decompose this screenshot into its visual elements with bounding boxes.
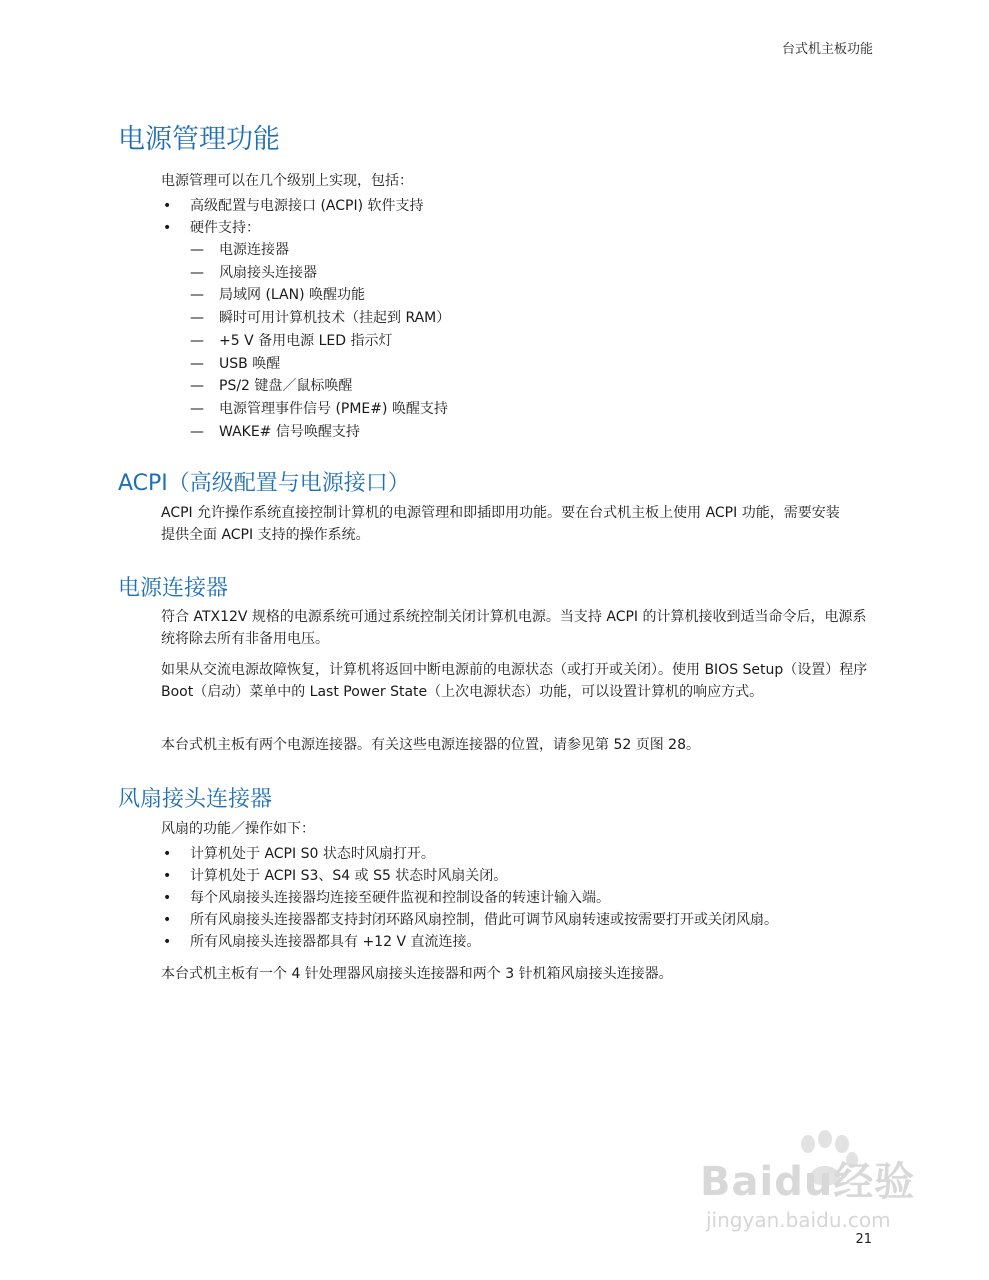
- watermark-url: jingyan.baidu.com: [706, 1208, 891, 1232]
- sublist-item: — PS/2 键盘／鼠标唤醒: [190, 375, 873, 398]
- sublist-item: — +5 V 备用电源 LED 指示灯: [190, 330, 873, 353]
- sublist-item: — 瞬时可用计算机技术（挂起到 RAM）: [190, 307, 873, 330]
- power-connector-paragraph-2: 如果从交流电源故障恢复，计算机将返回中断电源前的电源状态（或打开或关闭）。使用 BIOS Setup（设置）程序 Boot（启动）菜单中的 Last Power State（上次电源状态）功能，可以设置计算机的响应方式。: [161, 662, 868, 700]
- watermark-brand: Baidu经验: [700, 1159, 916, 1205]
- sublist-item: — 电源连接器: [190, 239, 873, 262]
- fan-function-list: [161, 843, 873, 953]
- section-title-fan-connectors: 风扇接头连接器: [118, 787, 273, 812]
- list-item: [161, 195, 873, 217]
- section-title-acpi: ACPI（高级配置与电源接口）: [118, 471, 410, 496]
- power-connector-paragraph-3: 本台式机主板有两个电源连接器。有关这些电源连接器的位置，请参见第 52 页图 28。: [161, 737, 700, 753]
- sublist-item: — 风扇接头连接器: [190, 262, 873, 285]
- fan-intro: 风扇的功能／操作如下：: [161, 821, 315, 837]
- list-item-text: 硬件支持：: [190, 220, 260, 236]
- section-title-power-connector: 电源连接器: [118, 576, 229, 601]
- acpi-paragraph: ACPI 允许操作系统直接控制计算机的电源管理和即插即用功能。要在台式机主板上使用 ACPI 功能，需要安装提供全面 ACPI 支持的操作系统。: [161, 505, 840, 543]
- list-item: • 每个风扇接头连接器均连接至硬件监视和控制设备的转速计输入端。: [161, 887, 873, 909]
- list-item: • 所有风扇接头连接器都具有 +12 V 直流连接。: [161, 931, 873, 953]
- power-management-list: [161, 195, 873, 443]
- hardware-support-sublist: [190, 239, 873, 443]
- running-header: 台式机主板功能: [781, 42, 873, 57]
- sublist-item: — 电源管理事件信号 (PME#) 唤醒支持: [190, 398, 873, 421]
- sublist-item: — 局域网 (LAN) 唤醒功能: [190, 284, 873, 307]
- section-title-power-management: 电源管理功能: [118, 124, 280, 155]
- power-connector-paragraph-1: 符合 ATX12V 规格的电源系统可通过系统控制关闭计算机电源。当支持 ACPI 的计算机接收到适当命令后，电源系统将除去所有非备用电压。: [161, 609, 867, 647]
- list-item: • 所有风扇接头连接器都支持封闭环路风扇控制，借此可调节风扇转速或按需要打开或关闭风扇。: [161, 909, 873, 931]
- list-item: • 计算机处于 ACPI S0 状态时风扇打开。: [161, 843, 873, 865]
- list-item: • 计算机处于 ACPI S3、S4 或 S5 状态时风扇关闭。: [161, 865, 873, 887]
- power-management-intro: 电源管理可以在几个级别上实现，包括：: [161, 173, 413, 189]
- baidu-watermark: [700, 1140, 930, 1250]
- fan-closing-paragraph: 本台式机主板有一个 4 针处理器风扇接头连接器和两个 3 针机箱风扇接头连接器。: [161, 966, 673, 982]
- page-number: 21: [855, 1232, 872, 1247]
- list-item: [161, 217, 873, 443]
- sublist-item: — WAKE# 信号唤醒支持: [190, 421, 873, 444]
- list-item-text: 高级配置与电源接口 (ACPI) 软件支持: [190, 198, 424, 214]
- sublist-item: — USB 唤醒: [190, 353, 873, 376]
